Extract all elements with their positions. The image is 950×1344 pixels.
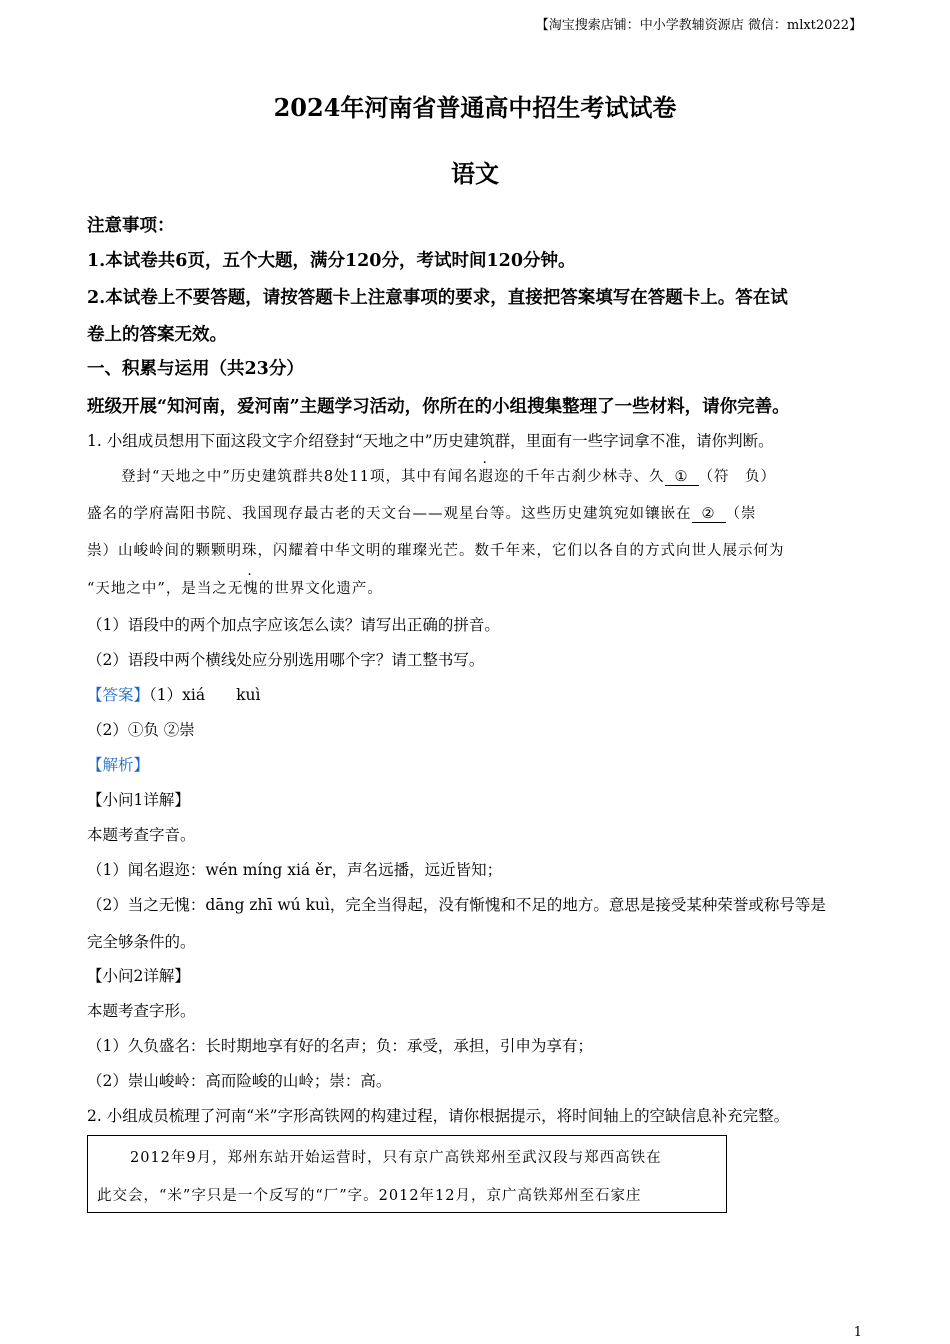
q1-sub-1: （1）语段中的两个加点字应该怎么读？请写出正确的拼音。	[87, 616, 500, 634]
q1-passage-text: 盛名的学府嵩阳书院、我国现存最古老的天文台——观星台等。这些历史建筑宛如镶嵌在	[87, 506, 692, 522]
notice-item-2-line-2: 卷上的答案无效。	[87, 325, 227, 345]
q1-passage-text: 迩的千年古刹少林寺、久	[494, 469, 665, 485]
answer-1: （1）xiá kuì	[149, 686, 261, 704]
q2-box-line-1: 2012年9月，郑州东站开始运营时，只有京广高铁郑州至武汉段与郑西高铁在	[130, 1150, 662, 1166]
notice-item-2-line-1: 2.本试卷上不要答题，请按答题卡上注意事项的要求，直接把答案填写在答题卡上。答在试	[87, 288, 788, 308]
detail-1-intro: 本题考查字音。	[87, 826, 196, 844]
q1-passage-text: 登封“天地之中”历史建筑群共8处11项，其中有闻名	[121, 469, 479, 485]
answer-line-1	[87, 683, 260, 705]
blank-1: ①	[665, 469, 699, 486]
q1-passage-line-3: 祟）山峻岭间的颗颗明珠，闪耀着中华文明的璀璨光芒。数千年来，它们以各自的方式向世人展示何为	[87, 543, 785, 559]
analysis-label: 【解析】	[87, 756, 150, 774]
section-1-intro: 班级开展“知河南，爱河南”主题学习活动，你所在的小组搜集整理了一些材料，请你完善。	[87, 397, 790, 417]
exam-title: 2024年河南省普通高中招生考试试卷	[273, 93, 677, 122]
detail-1-label: 【小问1详解】	[87, 791, 190, 809]
page-number: 1	[853, 1325, 862, 1340]
answer-label: 【答案】	[87, 686, 150, 704]
exam-subject: 语文	[451, 159, 499, 188]
q1-sub-2: （2）语段中两个横线处应分别选用哪个字？请工整书写。	[87, 651, 485, 669]
notice-item-1: 1.本试卷共6页，五个大题，满分120分，考试时间120分钟。	[87, 251, 576, 271]
q1-passage-line-2	[87, 502, 757, 523]
dotted-char: 遐	[478, 469, 494, 485]
detail-1-a: （1）闻名遐迩：wén míng xiá ěr，声名远播，远近皆知；	[87, 861, 503, 879]
q2-stem: 2. 小组成员梳理了河南“米”字形高铁网的构建过程，请你根据提示，将时间轴上的空缺信息补充完整。	[87, 1107, 790, 1125]
detail-1-b-line-1: （2）当之无愧：dāng zhī wú kuì，完全当得起，没有惭愧和不足的地方。意思是接受某种荣誉或称号等是	[87, 896, 826, 914]
blank-2: ②	[692, 506, 726, 523]
answer-2: （2）①负 ②崇	[87, 721, 195, 739]
detail-2-b: （2）崇山峻岭：高而险峻的山岭；崇：高。	[87, 1072, 392, 1090]
page-header: 【淘宝搜索店铺：中小学教辅资源店 微信：mlxt2022】	[535, 18, 862, 33]
q1-passage-line-4	[87, 577, 383, 598]
notice-heading: 注意事项：	[87, 216, 175, 236]
q1-passage-text: “天地之中”，是当之无	[87, 581, 244, 597]
detail-2-a: （1）久负盛名：长时期地享有好的名声；负：承受，承担，引申为享有；	[87, 1037, 593, 1055]
q1-passage-text: 的世界文化遗产。	[258, 581, 383, 597]
detail-1-b-line-2: 完全够条件的。	[87, 933, 196, 951]
dotted-char: 愧	[243, 581, 259, 597]
q1-passage-text: （崇	[725, 506, 757, 522]
detail-2-label: 【小问2详解】	[87, 967, 190, 985]
q1-passage-text: （符 负）	[698, 469, 776, 485]
q2-box-line-2: 此交会，“米”字只是一个反写的“厂”字。2012年12月，京广高铁郑州至石家庄	[97, 1188, 642, 1204]
q1-passage-line-1	[121, 465, 776, 486]
detail-2-intro: 本题考查字形。	[87, 1002, 196, 1020]
section-1-heading: 一、积累与运用（共23分）	[87, 359, 304, 379]
q1-stem: 1. 小组成员想用下面这段文字介绍登封“天地之中”历史建筑群，里面有一些字词拿不准，请你判断。	[87, 432, 774, 450]
